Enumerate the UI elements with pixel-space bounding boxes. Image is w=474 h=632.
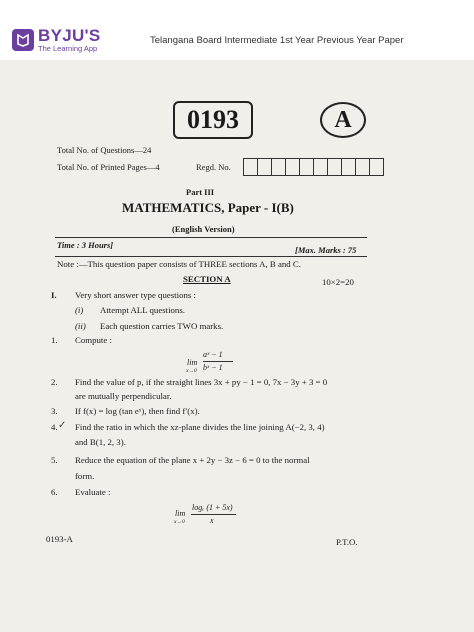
section-marks: 10×2=20 — [322, 277, 354, 287]
divider-top — [55, 237, 367, 238]
question-6-text: Evaluate : — [75, 487, 111, 497]
instruction-i-number: (i) — [75, 305, 84, 315]
byjus-logo-icon — [12, 29, 34, 51]
footer-pto: P.T.O. — [336, 537, 358, 547]
q1-lim-sub: x→0 — [186, 368, 197, 374]
instruction-text: Very short answer type questions : — [75, 290, 196, 300]
question-2-line2: are mutually perpendicular. — [75, 391, 172, 401]
question-3-number: 3. — [51, 406, 58, 416]
q1-fraction-bar — [203, 361, 233, 362]
brand-name: BYJU'S — [38, 26, 101, 45]
footer-code: 0193-A — [46, 534, 73, 544]
question-4-line1: Find the ratio in which the xz-plane divides the line joining A(−2, 3, 4) — [75, 422, 325, 432]
question-1-text: Compute : — [75, 335, 112, 345]
regd-number-boxes — [243, 158, 384, 174]
regd-label: Regd. No. — [196, 162, 231, 172]
q6-denominator: x — [210, 516, 214, 525]
total-pages: Total No. of Printed Pages—4 — [57, 162, 160, 172]
question-2-line1: Find the value of p, if the straight lines 3x + py − 1 = 0, 7x − 3y + 3 = 0 — [75, 377, 328, 387]
total-questions: Total No. of Questions—24 — [57, 145, 152, 155]
question-4-line2: and B(1, 2, 3). — [75, 437, 126, 447]
subject-title: MATHEMATICS, Paper - I(B) — [122, 200, 294, 215]
q6-numerator: logₑ (1 + 5x) — [192, 503, 233, 512]
instruction-number: I. — [51, 290, 57, 300]
instruction-ii-text: Each question carries TWO marks. — [100, 321, 224, 331]
brand-tagline: The Learning App — [38, 44, 98, 53]
part-label: Part III — [186, 187, 215, 197]
header-title: Telangana Board Intermediate 1st Year Previous Year Paper — [150, 35, 404, 46]
q6-lim: lim — [175, 509, 186, 518]
version-label: (English Version) — [172, 224, 235, 234]
q1-numerator: aˣ − 1 — [203, 350, 223, 359]
question-3-text: If f(x) = log (tan eˣ), then find f′(x). — [75, 406, 200, 416]
question-2-number: 2. — [51, 377, 58, 387]
paper-set: A — [320, 102, 366, 138]
q1-lim: lim — [187, 358, 198, 367]
question-6-number: 6. — [51, 487, 58, 497]
question-5-line2: form. — [75, 471, 95, 481]
question-5-line1: Reduce the equation of the plane x + 2y − 3z − 6 = 0 to the normal — [75, 455, 310, 465]
question-5-number: 5. — [51, 455, 58, 465]
paper-code: 0193 — [173, 101, 253, 139]
section-title: SECTION A — [183, 274, 231, 284]
q6-lim-sub: x→0 — [174, 519, 185, 525]
q6-fraction-bar — [191, 514, 236, 515]
max-marks-label: [Max. Marks : 75 — [295, 245, 357, 255]
divider-bottom — [55, 256, 367, 257]
instruction-ii-number: (ii) — [75, 321, 86, 331]
check-mark-icon: ✓ — [58, 420, 67, 431]
page-header — [0, 0, 474, 58]
time-label: Time : 3 Hours] — [57, 240, 114, 250]
question-4-number: 4. — [51, 422, 58, 432]
q1-denominator: bˣ − 1 — [203, 363, 223, 372]
instruction-i-text: Attempt ALL questions. — [100, 305, 185, 315]
question-1-number: 1. — [51, 335, 58, 345]
note-text: Note :—This question paper consists of THREE sections A, B and C. — [57, 259, 301, 269]
